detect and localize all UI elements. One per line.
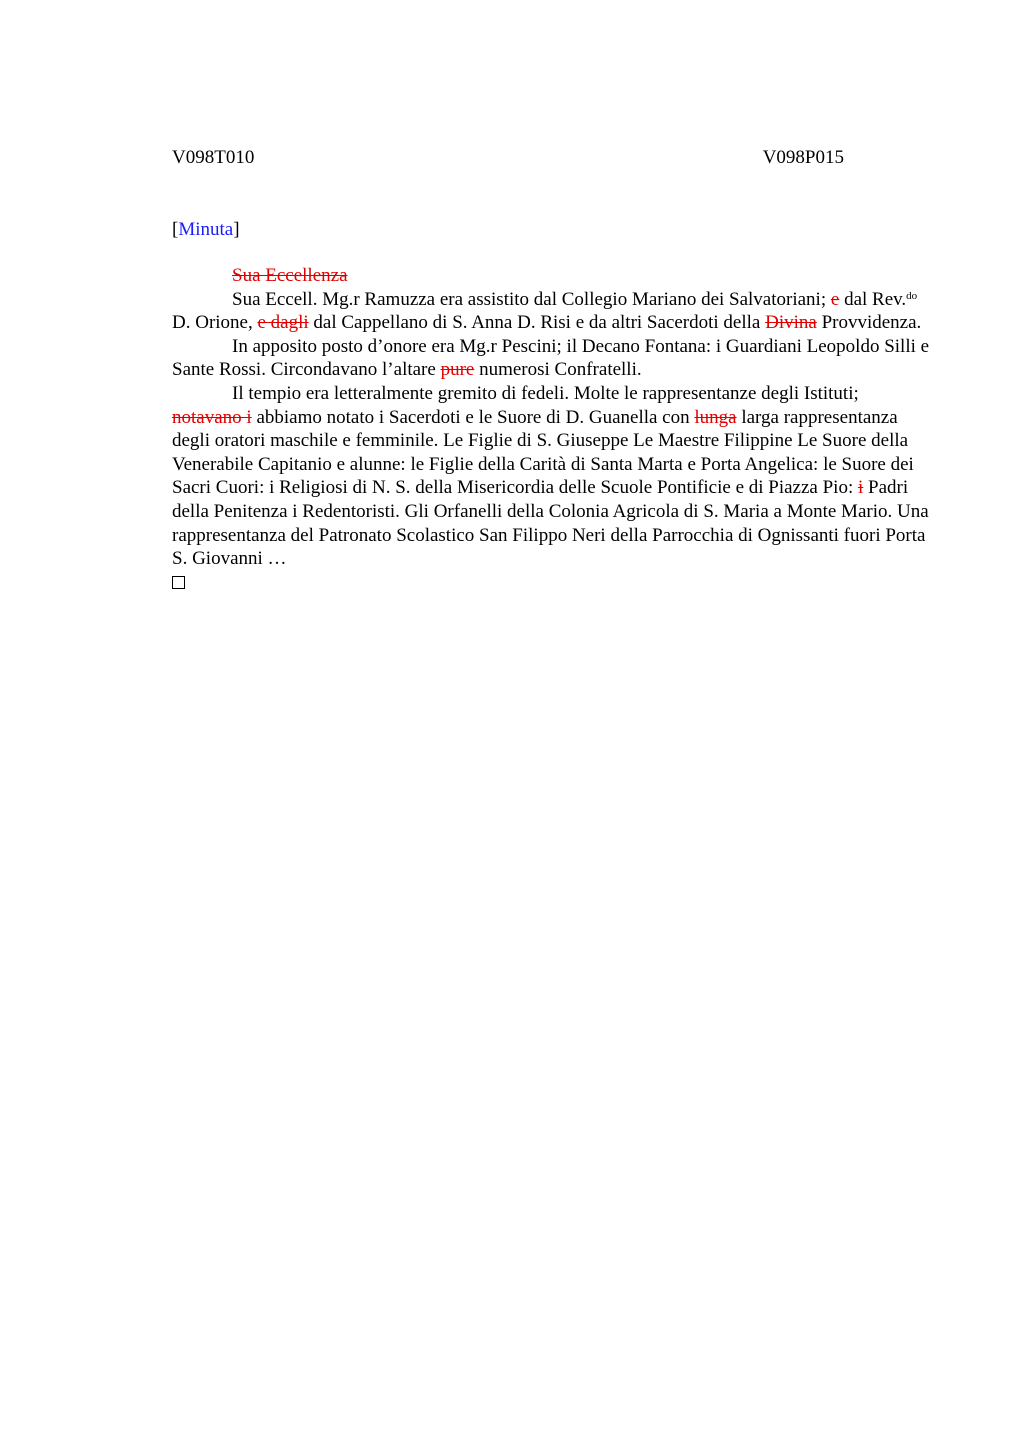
text-segment: abbiamo notato i Sacerdoti e le Suore di D. Guanella con	[251, 406, 695, 428]
text-segment: dal Rev.	[839, 288, 907, 310]
deleted-text: Divina	[765, 312, 817, 334]
deleted-text: e dagli	[257, 312, 309, 334]
text-segment: larga rappresentanza degli oratori maschile e femminile. Le Figlie di S. Giuseppe Le Maestre Filippine Le Suore della Venerabile Capitanio e alunne: le Figlie della Carità di Santa Marta e Porta Angelica: le Suore dei Sacri Cuori: i Religiosi di N. S. della Misericordia delle Scuole Pontificie e di Piazza Pio:	[172, 406, 914, 499]
text-segment: Sua Eccell. Mg.r Ramuzza era assistito dal Collegio Mariano dei Salvatoriani;	[232, 288, 831, 310]
document-header	[172, 146, 844, 170]
deleted-text: pure	[440, 359, 475, 381]
minuta-label	[172, 218, 932, 242]
right-code: V098P015	[762, 147, 844, 168]
deleted-text: e	[830, 288, 840, 310]
deleted-text: lunga	[694, 406, 737, 428]
paragraph-1	[172, 264, 932, 288]
text-segment: numerosi Confratelli.	[474, 359, 642, 381]
deleted-text: Sua Eccellenza	[232, 265, 348, 286]
minuta-close-bracket: ]	[233, 219, 240, 240]
document-page	[172, 146, 932, 595]
text-segment: dal Cappellano di S. Anna D. Risi e da altri Sacerdoti della	[308, 312, 766, 334]
left-code: V098T010	[172, 147, 255, 168]
text-segment: D. Orione,	[172, 312, 258, 334]
superscript: do	[906, 289, 918, 302]
paragraph-3	[172, 335, 932, 382]
minuta-text: Minuta	[178, 219, 234, 240]
document-body	[172, 264, 932, 595]
empty-square-icon	[172, 576, 185, 589]
paragraph-4	[172, 382, 932, 571]
end-mark	[172, 571, 932, 596]
paragraph-2	[172, 288, 932, 335]
minuta-open-bracket: [	[172, 219, 179, 240]
text-segment: Padri della Penitenza i Redentoristi. Gli Orfanelli della Colonia Agricola di S. Maria a Monte Mario. Una rappresentanza del Patronato Scolastico San Filippo Neri della Parrocchia di Ognissanti fuori Porta S. Giovanni …	[172, 477, 929, 570]
deleted-text: notavano i	[172, 406, 252, 428]
text-segment: Provvidenza.	[816, 312, 922, 334]
text-segment: In apposito posto d’onore era Mg.r Pescini; il Decano Fontana: i Guardiani Leopoldo Silli e Sante Rossi. Circondavano l’altare	[172, 335, 930, 381]
deleted-text: i	[858, 477, 864, 499]
text-segment: Il tempio era letteralmente gremito di fedeli. Molte le rappresentanze degli Istituti;	[232, 382, 859, 404]
